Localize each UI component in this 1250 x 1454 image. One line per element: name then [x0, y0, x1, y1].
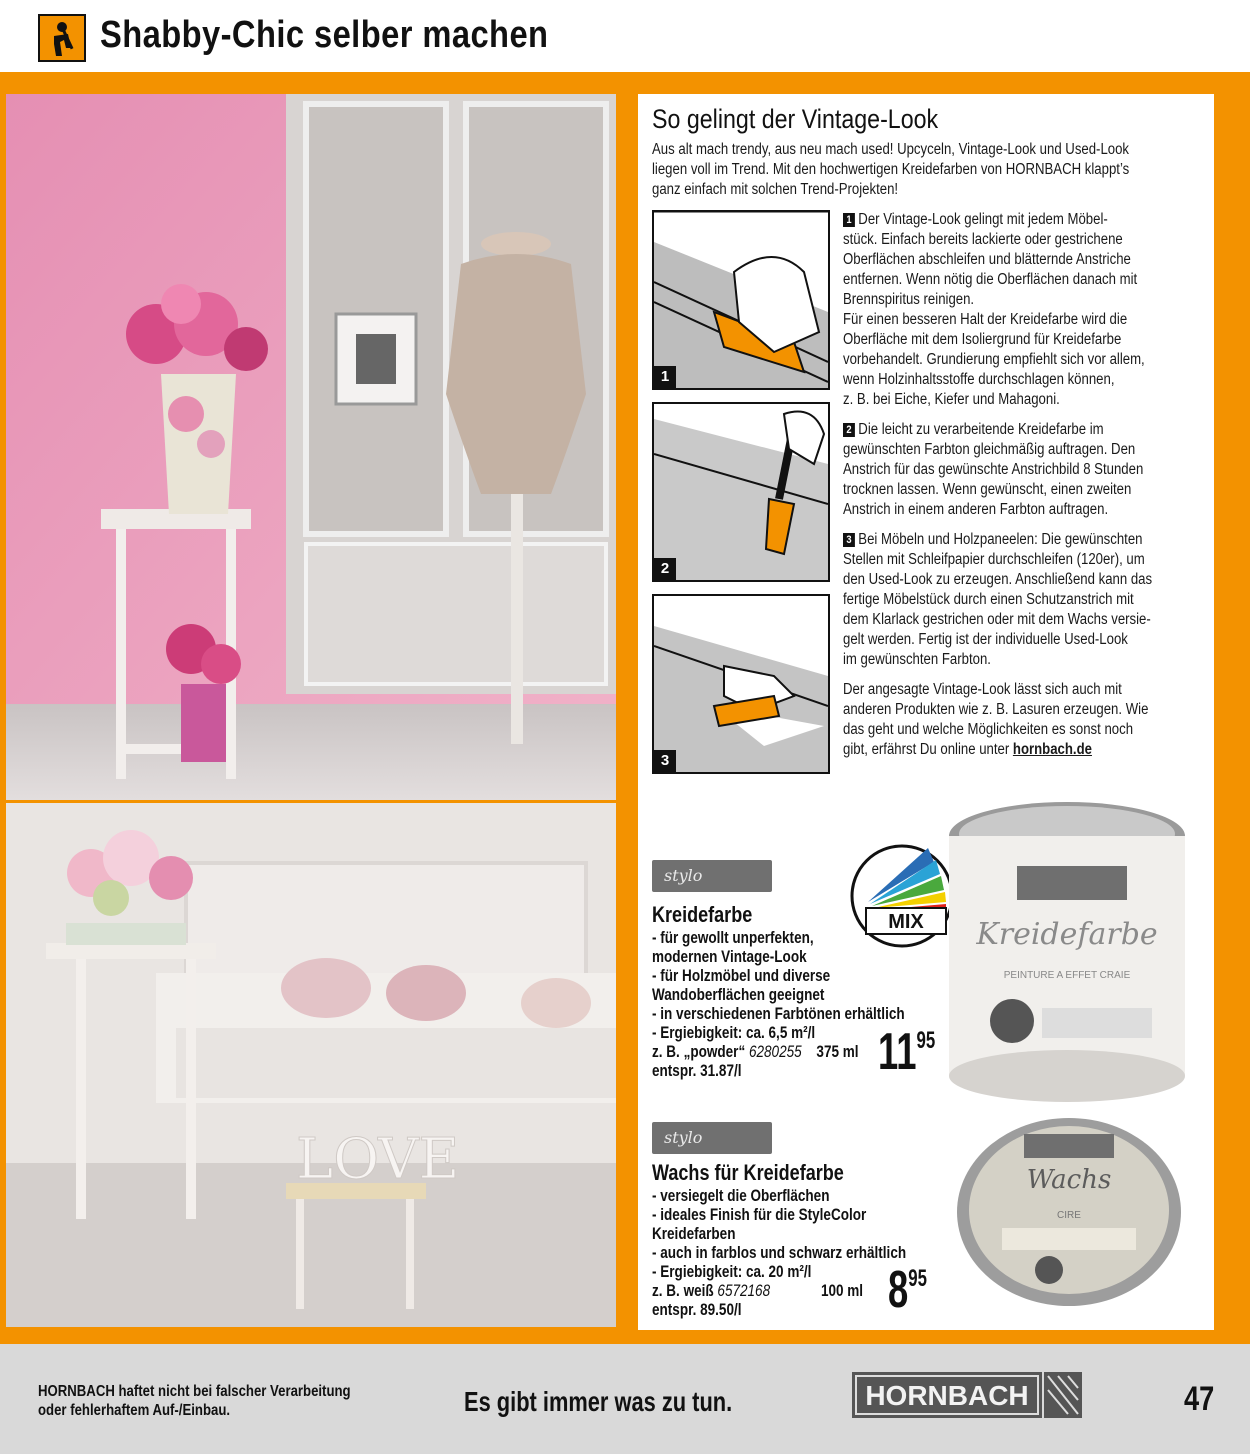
price-cents: 95: [908, 1265, 927, 1292]
price-main: 11: [878, 1023, 917, 1081]
step-1-line: Oberfläche mit dem Isoliergrund für Kreidefarbe: [843, 331, 1122, 348]
product-title: Kreidefarbe: [652, 902, 753, 927]
step-1-line: Oberflächen abschleifen und blätternde Anstriche: [843, 251, 1131, 268]
product-variant: z. B. weiß 6572168 100 ml: [652, 1282, 864, 1300]
product-size: 100 ml: [820, 1282, 864, 1300]
step-3-line: 3 Bei Möbeln und Holzpaneelen: Die gewünschten: [843, 530, 1142, 550]
unit-price: entspr. 89.50/l: [652, 1301, 742, 1319]
mix-label: MIX: [888, 911, 924, 933]
page-title: Shabby-Chic selber machen: [100, 14, 549, 56]
step-1-line: entfernen. Wenn nötig die Oberflächen danach mit: [843, 271, 1138, 288]
step-3-line: dem Klarlack gestrichen oder mit dem Wachs versie-: [843, 611, 1151, 628]
hornbach-link[interactable]: hornbach.de: [1012, 741, 1092, 758]
step-number-badge: 2: [843, 423, 855, 437]
product-feature: - auch in farblos und schwarz erhältlich: [652, 1244, 907, 1262]
product-feature: Kreidefarben: [652, 1225, 736, 1243]
mix-color-badge: [848, 840, 956, 950]
wachs-tin-image: [954, 1110, 1184, 1310]
slogan: Es gibt immer was zu tun.: [464, 1386, 733, 1417]
step-3-line: gelt werden. Fertig ist der individuelle Used-Look: [843, 631, 1128, 648]
section-title: So gelingt der Vintage-Look: [652, 104, 939, 134]
step-2-line: Anstrich für das gewünschte Anstrichbild 8 Stunden: [843, 461, 1144, 478]
outro-line: anderen Produkten wie z. B. Lasuren erzeugen. Wie: [843, 701, 1149, 718]
unit-price: entspr. 31.87/l: [652, 1062, 742, 1080]
step-3-illustration: [652, 594, 830, 774]
product-feature: Wandoberflächen geeignet: [652, 986, 825, 1004]
step-1-line: Brennspiritus reinigen.: [843, 291, 975, 308]
stylo-brand-logo: stylo: [652, 860, 772, 892]
outro-line: Der angesagte Vintage-Look lässt sich auch mit: [843, 681, 1122, 698]
shabby-chic-room-photo: [6, 94, 616, 800]
tin-sublabel: CIRE: [1057, 1210, 1081, 1221]
step-1-line: wenn Holzinhaltsstoffe durchschlagen können,: [843, 371, 1115, 388]
article-number: 6280255: [748, 1043, 802, 1061]
price-tag: [888, 1261, 927, 1319]
outro-line: das geht und welche Möglichkeiten es sonst noch: [843, 721, 1134, 738]
living-room-photo: [6, 803, 616, 1327]
product-feature: - für Holzmöbel und diverse: [652, 967, 831, 985]
page-number: 47: [1184, 1380, 1215, 1418]
step-3-line: im gewünschten Farbton.: [843, 651, 991, 668]
step-1-illustration: [652, 210, 830, 390]
kreidefarbe-can-image: [942, 796, 1192, 1106]
hornbach-logo: [852, 1372, 1082, 1418]
step-3-line: Stellen mit Schleifpapier durchschleifen (120er), um: [843, 551, 1145, 568]
step-number: 1: [654, 366, 676, 388]
product-feature: - in verschiedenen Farbtönen erhältlich: [652, 1005, 905, 1023]
step-2-illustration: [652, 402, 830, 582]
construction-worker-icon: [38, 14, 86, 62]
step-1-line: vorbehandelt. Grundierung empfiehlt sich vor allem,: [843, 351, 1145, 368]
intro-line: Aus alt mach trendy, aus neu mach used! Upcyceln, Vintage-Look und Used-Look: [652, 141, 1130, 158]
product-feature: - für gewollt unperfekten,: [652, 929, 814, 947]
step-2-line: gewünschten Farbton gleichmäßig auftragen. Den: [843, 441, 1136, 458]
product-variant: z. B. „powder“ 6280255 375 ml: [652, 1043, 859, 1061]
step-number: 3: [654, 750, 676, 772]
step-2-line: Anstrich in einem anderen Farbton auftragen.: [843, 501, 1109, 518]
step-1-line: Für einen besseren Halt der Kreidefarbe wird die: [843, 311, 1128, 328]
step-1-line: stück. Einfach bereits lackierte oder gestrichene: [843, 231, 1123, 248]
love-sign: LOVE: [296, 1127, 460, 1192]
step-number: 2: [654, 558, 676, 580]
intro-line: liegen voll im Trend. Mit den hochwertigen Kreidefarben von HORNBACH klappt’s: [652, 161, 1130, 178]
page-header: [0, 0, 1250, 72]
product-title: Wachs für Kreidefarbe: [652, 1160, 844, 1185]
step-number-badge: 3: [843, 533, 855, 547]
step-1-line: 1 Der Vintage-Look gelingt mit jedem Möbel-: [843, 210, 1108, 230]
product-feature: - Ergiebigkeit: ca. 6,5 m²/l: [652, 1024, 816, 1042]
product-size: 375 ml: [816, 1043, 859, 1061]
can-sublabel: PEINTURE A EFFET CRAIE: [1003, 970, 1131, 981]
disclaimer: HORNBACH haftet nicht bei falscher Verarbeitung oder fehlerhaftem Auf-/Einbau.: [38, 1383, 351, 1419]
intro-line: ganz einfach mit solchen Trend-Projekten!: [652, 181, 899, 198]
product-feature: - Ergiebigkeit: ca. 20 m²/l: [652, 1263, 812, 1281]
step-3-line: den Used-Look zu erzeugen. Anschließend kann das: [843, 571, 1153, 588]
article-number: 6572168: [717, 1282, 771, 1300]
tin-label: Wachs: [1026, 1165, 1112, 1195]
step-1-line: z. B. bei Eiche, Kiefer und Mahagoni.: [843, 391, 1060, 408]
step-3-line: fertige Möbelstück durch einen Schutzanstrich mit: [843, 591, 1134, 608]
svg-text:HORNBACH: HORNBACH: [865, 1380, 1029, 1411]
product-feature: modernen Vintage-Look: [652, 948, 807, 966]
step-2-line: 2 Die leicht zu verarbeitende Kreidefarbe im: [843, 420, 1104, 440]
product-feature: - ideales Finish für die StyleColor: [652, 1206, 867, 1224]
stylo-brand-logo: stylo: [652, 1122, 772, 1154]
price-cents: 95: [916, 1027, 936, 1054]
price-tag: [878, 1023, 936, 1081]
price-main: 8: [888, 1261, 909, 1319]
step-number-badge: 1: [843, 213, 855, 227]
product-feature: - versiegelt die Oberflächen: [652, 1187, 830, 1205]
can-label: Kreidefarbe: [976, 917, 1158, 952]
step-2-line: trocknen lassen. Wenn gewünscht, einen zweiten: [843, 481, 1132, 498]
outro-line: gibt, erfährst Du online unter hornbach.de: [843, 741, 1092, 758]
